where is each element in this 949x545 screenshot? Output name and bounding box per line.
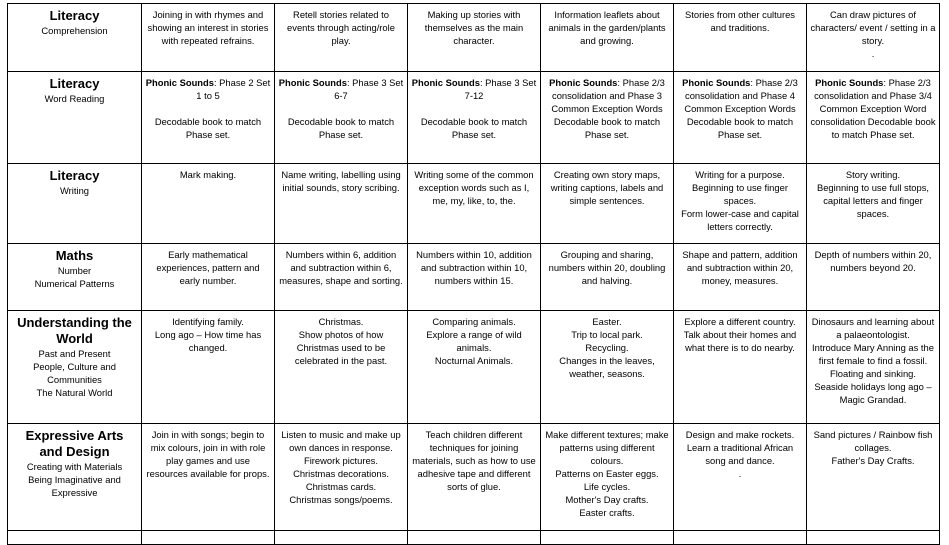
term-cell (541, 311, 674, 424)
cell-line: Form lower-case and capital letters correctly. (681, 208, 799, 232)
term-cell (142, 311, 275, 424)
cell-text: : Phase 2 Set 1 to 5 (196, 77, 271, 101)
term-cell (807, 164, 940, 244)
cell-line: Patterns on Easter eggs. (555, 468, 659, 479)
term-cell (275, 244, 408, 311)
term-cell (408, 164, 541, 244)
row-heading (8, 311, 142, 424)
row-heading (8, 72, 142, 164)
cell-text: : Phase 3 Set 6-7 (334, 77, 404, 101)
row-heading-title: Literacy (49, 8, 100, 23)
empty-cell (674, 531, 807, 545)
term-cell (674, 72, 807, 164)
row-heading (8, 244, 142, 311)
cell-bold-label: Phonic Sounds (549, 77, 618, 88)
row-heading-title: World (56, 331, 93, 346)
row-heading-subtitle: Past and Present (38, 348, 111, 359)
term-cell (142, 424, 275, 531)
row-heading (8, 424, 142, 531)
cell-line: Dinosaurs and learning about a palaeontologist. (811, 316, 935, 340)
table-row (8, 72, 940, 164)
cell-text: : Phase 2/3 consolidation and Phase 3/4 Common Exception Word consolidation Decodable book to match Phase set. (810, 77, 936, 140)
row-heading-title: Expressive Arts (25, 428, 124, 443)
cell-line (278, 102, 404, 115)
term-cell (541, 72, 674, 164)
cell-line: Grouping and sharing, numbers within 20, doubling and halving. (548, 249, 666, 286)
table-row (8, 424, 940, 531)
cell-line: Numbers within 6, addition and subtraction within 6, measures, shape and sorting. (279, 249, 403, 286)
cell-line: Mother's Day crafts. (565, 494, 649, 505)
cell-line (677, 76, 803, 141)
cell-line: Sand pictures / Rainbow fish collages. (813, 429, 933, 453)
cell-line: Retell stories related to events through acting/role play. (287, 9, 395, 46)
cell-line: Christmas decorations. (293, 468, 389, 479)
term-cell (408, 311, 541, 424)
table-row (8, 4, 940, 72)
cell-line: Making up stories with themselves as the main character. (424, 9, 524, 46)
cell-line (544, 76, 670, 141)
cell-line: Joining in with rhymes and showing an interest in stories with repeated refrains. (147, 9, 269, 46)
term-cell (807, 424, 940, 531)
cell-line: Design and make rockets. (685, 429, 795, 440)
cell-line: Writing for a purpose. (695, 169, 785, 180)
row-heading (8, 4, 142, 72)
cell-line: Mark making. (179, 169, 237, 180)
term-cell (408, 72, 541, 164)
term-cell (541, 4, 674, 72)
cell-line: Explore a different country. (684, 316, 796, 327)
cell-line (145, 102, 271, 115)
row-heading-subtitle: Number (57, 265, 92, 276)
cell-line (810, 76, 936, 141)
term-cell (275, 311, 408, 424)
cell-text: : Phase 3 Set 7-12 (464, 77, 537, 101)
row-heading-subtitle: Creating with Materials (26, 461, 123, 472)
row-heading-title: Understanding the (17, 315, 132, 330)
cell-line: Story writing. (845, 169, 901, 180)
cell-line: Teach children different techniques for joining materials, such as how to use adhesive tape and different sorts of glue. (412, 429, 536, 492)
cell-bold-label: Phonic Sounds (145, 77, 214, 88)
term-cell (541, 164, 674, 244)
row-heading-title: and Design (39, 444, 110, 459)
cell-line: Christmas songs/poems. (289, 494, 393, 505)
row-heading (8, 164, 142, 244)
cell-line: Identifying family. (172, 316, 244, 327)
cell-line: Decodable book to match Phase set. (420, 116, 528, 140)
cell-bold-label: Phonic Sounds (411, 77, 480, 88)
row-heading-subtitle: Comprehension (41, 25, 108, 36)
term-cell (807, 4, 940, 72)
table-row (8, 164, 940, 244)
cell-line: Floating and sinking. (830, 368, 916, 379)
term-cell (275, 164, 408, 244)
empty-cell (408, 531, 541, 545)
cell-line: Easter. (592, 316, 622, 327)
cell-line: Show photos of how Christmas used to be celebrated in the past. (294, 329, 388, 366)
row-heading-title: Literacy (49, 168, 100, 183)
empty-cell (142, 531, 275, 545)
cell-line: Decodable book to match Phase set. (154, 116, 262, 140)
term-cell (807, 72, 940, 164)
cell-line: Beginning to use finger spaces. (692, 182, 788, 206)
cell-line: Shape and pattern, addition and subtraction within 20, money, measures. (682, 249, 798, 286)
term-cell (275, 4, 408, 72)
cell-bold-label: Phonic Sounds (815, 77, 884, 88)
row-heading-subtitle: Numerical Patterns (34, 278, 115, 289)
term-cell (408, 424, 541, 531)
term-cell (142, 72, 275, 164)
cell-text: : Phase 2/3 consolidation and Phase 4 Common Exception Words Decodable book to match Phase set. (684, 77, 798, 140)
cell-line: Join in with songs; begin to mix colours, join in with role play games and use resources available for props. (146, 429, 270, 479)
cell-line: Depth of numbers within 20, numbers beyond 20. (814, 249, 932, 273)
empty-cell (541, 531, 674, 545)
cell-line: Make different textures; make patterns using different colours. (545, 429, 669, 466)
row-heading-subtitle: The Natural World (36, 387, 113, 398)
term-cell (674, 4, 807, 72)
row-heading-subtitle: People, Culture and Communities (33, 361, 116, 385)
term-cell (275, 424, 408, 531)
cell-line: Creating own story maps, writing captions, labels and simple sentences. (550, 169, 664, 206)
cell-line: Can draw pictures of characters/ event / setting in a story. (810, 9, 936, 46)
cell-line: Writing some of the common exception words such as I, me, my, like, to, the. (414, 169, 534, 206)
cell-line: Nocturnal Animals. (434, 355, 514, 366)
empty-cell (807, 531, 940, 545)
curriculum-table (7, 3, 940, 545)
term-cell (275, 72, 408, 164)
row-heading-subtitle: Being Imaginative and Expressive (28, 474, 121, 498)
cell-line: Early mathematical experiences, pattern and early number. (156, 249, 260, 286)
row-heading-subtitle: Writing (60, 185, 89, 196)
cell-line: Learn a traditional African song and dance. (686, 442, 794, 466)
cell-line: Firework pictures. (304, 455, 378, 466)
cell-line: Talk about their homes and what there is to do nearby. (683, 329, 797, 353)
cell-line: Seaside holidays long ago – Magic Grandad. (814, 381, 932, 405)
cell-line: Numbers within 10, addition and subtraction within 10, numbers within 15. (416, 249, 532, 286)
table-row (8, 244, 940, 311)
cell-line: Recycling. (585, 342, 629, 353)
cell-line: Decodable book to match Phase set. (287, 116, 395, 140)
term-cell (807, 311, 940, 424)
term-cell (541, 244, 674, 311)
cell-line: Changes in the leaves, weather, seasons. (559, 355, 655, 379)
cell-line: Life cycles. (583, 481, 631, 492)
cell-line: Christmas cards. (305, 481, 377, 492)
cell-line: Trip to local park. (571, 329, 643, 340)
term-cell (541, 424, 674, 531)
term-cell (142, 244, 275, 311)
term-cell (142, 164, 275, 244)
cell-line: . (871, 48, 875, 59)
cell-line: Beginning to use full stops, capital letters and finger spaces. (816, 182, 930, 219)
cell-line: Christmas. (318, 316, 364, 327)
table-row-empty (8, 531, 940, 545)
cell-line: Name writing, labelling using initial sounds, story scribing. (281, 169, 401, 193)
term-cell (408, 244, 541, 311)
cell-line: Listen to music and make up own dances in response. (281, 429, 401, 453)
cell-bold-label: Phonic Sounds (278, 77, 347, 88)
cell-line (278, 76, 404, 102)
term-cell (674, 424, 807, 531)
row-heading-title: Maths (55, 248, 94, 263)
cell-line: Stories from other cultures and traditions. (685, 9, 795, 33)
row-heading-title: Literacy (49, 76, 100, 91)
empty-cell (8, 531, 142, 545)
table-body (8, 4, 940, 531)
cell-line: Father's Day Crafts. (831, 455, 915, 466)
cell-line: . (738, 468, 742, 479)
cell-line (145, 76, 271, 102)
cell-line: Introduce Mary Anning as the first female to find a fossil. (812, 342, 934, 366)
row-heading-subtitle: Word Reading (44, 93, 105, 104)
cell-text: : Phase 2/3 consolidation and Phase 3 Common Exception Words Decodable book to match Phase set. (551, 77, 665, 140)
cell-line: Explore a range of wild animals. (426, 329, 522, 353)
term-cell (807, 244, 940, 311)
term-cell (674, 311, 807, 424)
cell-line: Long ago – How time has changed. (154, 329, 262, 353)
cell-line (411, 76, 537, 102)
term-cell (408, 4, 541, 72)
term-cell (674, 244, 807, 311)
term-cell (142, 4, 275, 72)
cell-line: Easter crafts. (579, 507, 635, 518)
cell-line: Comparing animals. (432, 316, 516, 327)
empty-cell (275, 531, 408, 545)
table-row (8, 311, 940, 424)
cell-line (411, 102, 537, 115)
cell-bold-label: Phonic Sounds (682, 77, 751, 88)
cell-line: Information leaflets about animals in the garden/plants and growing. (548, 9, 666, 46)
term-cell (674, 164, 807, 244)
